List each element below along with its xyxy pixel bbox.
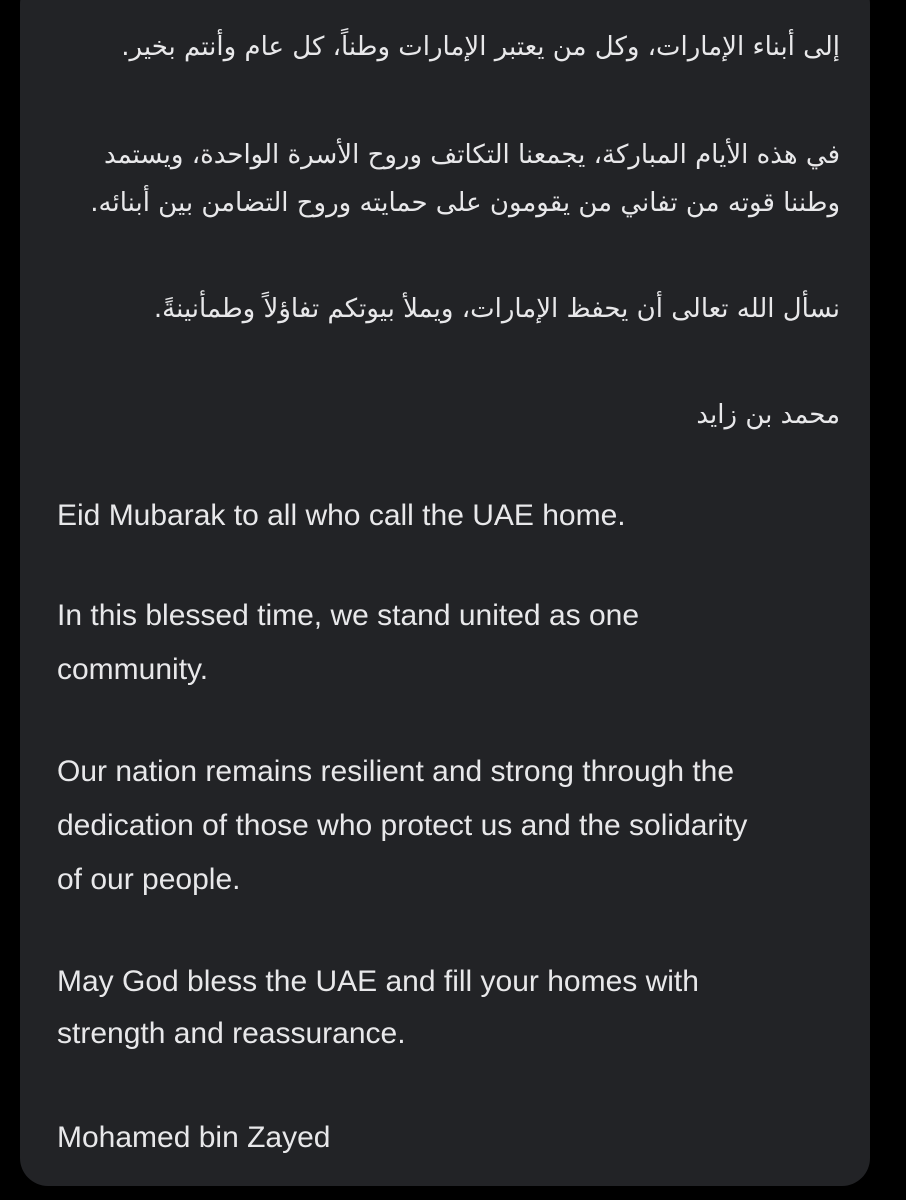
english-blessing-line-2: strength and reassurance. [57, 1017, 406, 1050]
arabic-prayer: نسأل الله تعالى أن يحفظ الإمارات، ويملأ بيوتكم تفاؤلاً وطمأنينةً. [153, 294, 840, 324]
arabic-signature: محمد بن زايد [696, 400, 840, 430]
english-unity-line-2: community. [57, 653, 209, 686]
english-blessing-line-1: May God bless the UAE and fill your homes with [57, 965, 699, 998]
english-greeting: Eid Mubarak to all who call the UAE home. [57, 499, 626, 532]
arabic-paragraph-line-2: وطننا قوته من تفاني من يقومون على حمايته وروح التضامن بين أبنائه. [90, 188, 840, 218]
arabic-greeting: إلى أبناء الإمارات، وكل من يعتبر الإمارات وطناً، كل عام وأنتم بخير. [121, 32, 840, 62]
english-resilience-line-1: Our nation remains resilient and strong through the [57, 755, 735, 788]
english-resilience-line-3: of our people. [57, 863, 241, 896]
english-signature: Mohamed bin Zayed [57, 1121, 331, 1154]
english-unity-line-1: In this blessed time, we stand united as one [57, 599, 640, 632]
english-resilience-line-2: dedication of those who protect us and the solidarity [57, 809, 748, 842]
arabic-paragraph-line-1: في هذه الأيام المباركة، يجمعنا التكاتف وروح الأسرة الواحدة، ويستمد [103, 140, 840, 170]
